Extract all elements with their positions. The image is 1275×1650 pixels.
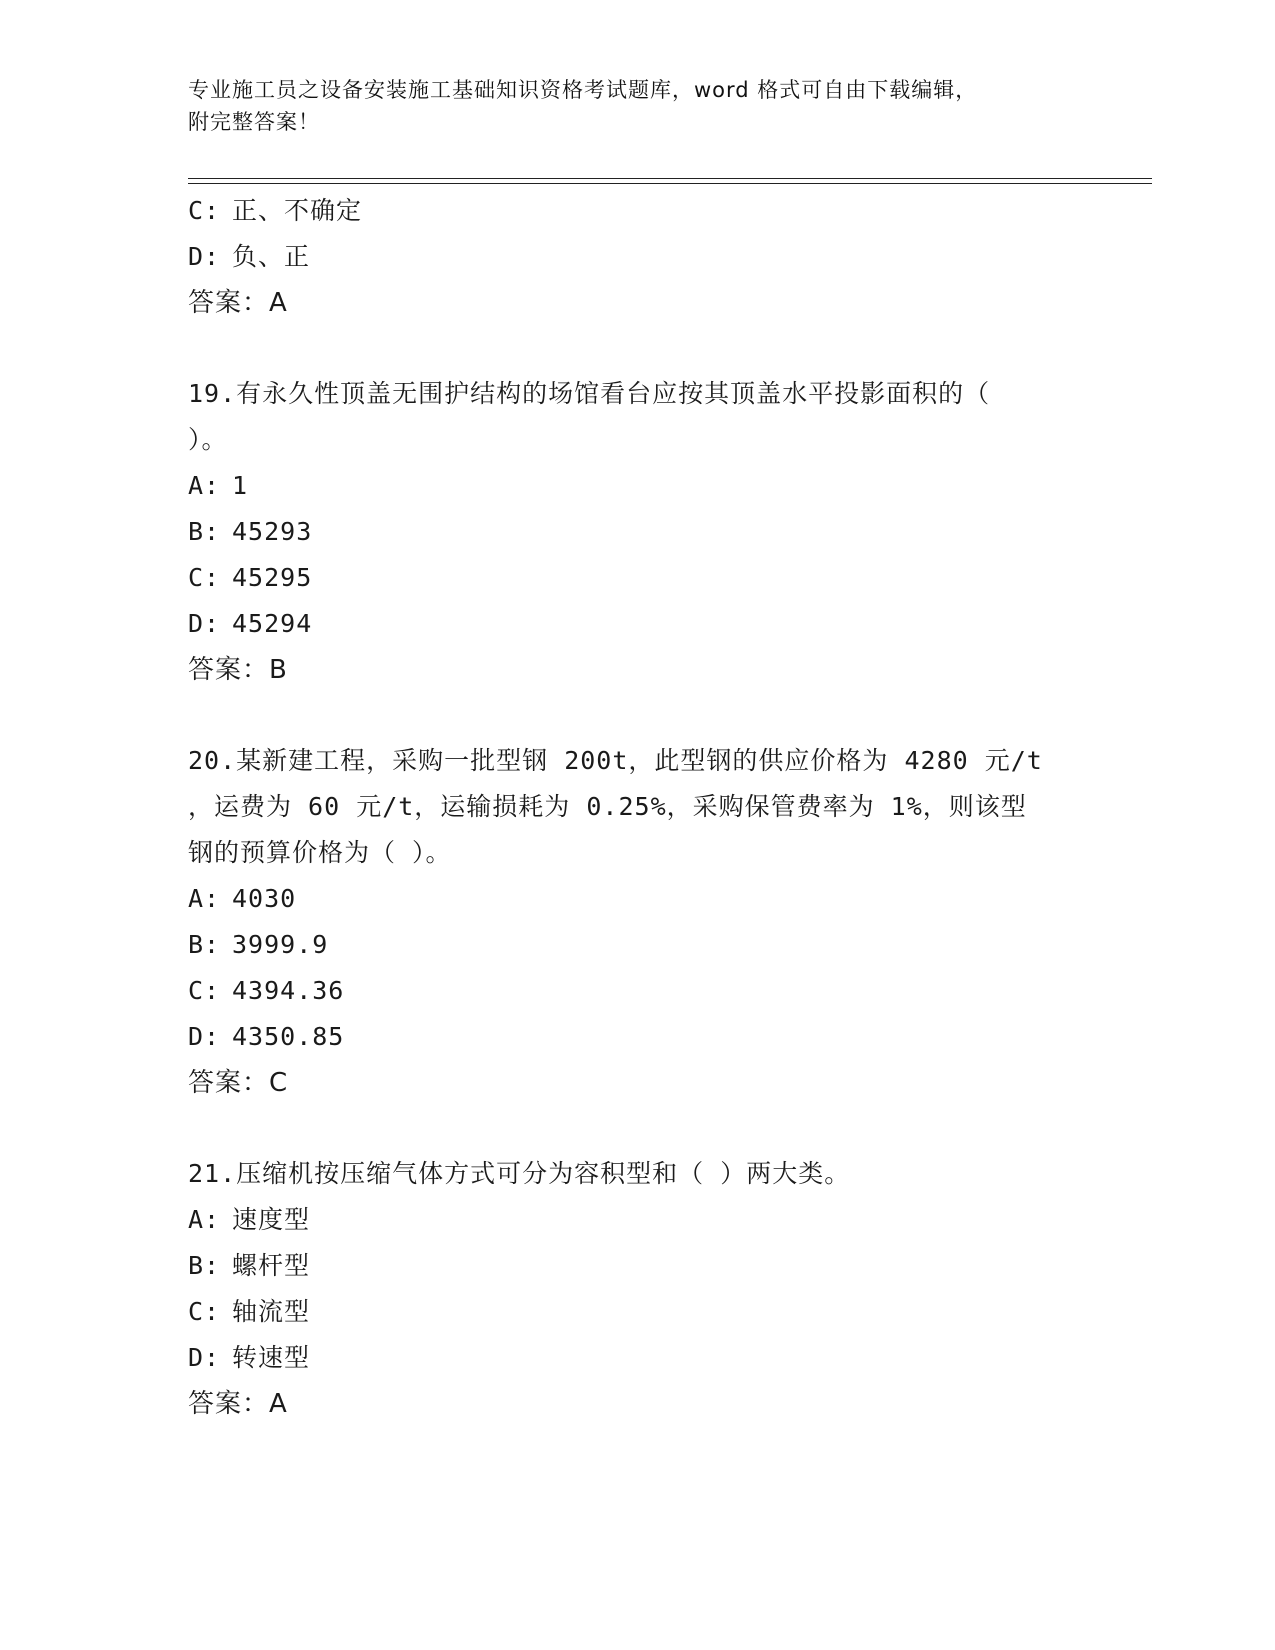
option-label: D: bbox=[188, 1343, 221, 1372]
question-list bbox=[188, 188, 1108, 1427]
question-20 bbox=[188, 738, 1108, 1106]
option-d bbox=[188, 234, 1108, 280]
option-c bbox=[188, 1289, 1108, 1335]
option-label: B: bbox=[188, 517, 221, 546]
option-label: A: bbox=[188, 884, 221, 913]
option-a bbox=[188, 463, 1108, 509]
header-divider-top bbox=[188, 178, 1152, 179]
question-stem-line: 钢的预算价格为（ ）。 bbox=[188, 838, 452, 867]
option-b bbox=[188, 922, 1108, 968]
question-stem-line: ）。 bbox=[188, 425, 228, 454]
option-text: 转速型 bbox=[232, 1343, 311, 1372]
option-label: C: bbox=[188, 1297, 221, 1326]
question-stem-line: 21.压缩机按压缩气体方式可分为容积型和（ ）两大类。 bbox=[188, 1159, 851, 1188]
option-label: C: bbox=[188, 563, 221, 592]
question-stem-line: 19.有永久性顶盖无围护结构的场馆看台应按其顶盖水平投影面积的（ bbox=[188, 379, 991, 408]
question-18-continued bbox=[188, 188, 1108, 326]
option-text: 45293 bbox=[232, 517, 313, 546]
option-c bbox=[188, 968, 1108, 1014]
answer: 答案：A bbox=[188, 288, 288, 318]
option-a bbox=[188, 1197, 1108, 1243]
header-divider-bottom bbox=[188, 183, 1152, 184]
option-label: A: bbox=[188, 1205, 221, 1234]
option-label: B: bbox=[188, 930, 221, 959]
option-a bbox=[188, 876, 1108, 922]
option-c bbox=[188, 188, 1108, 234]
option-d bbox=[188, 1014, 1108, 1060]
question-19 bbox=[188, 371, 1108, 693]
option-label: D: bbox=[188, 242, 221, 271]
option-label: C: bbox=[188, 976, 221, 1005]
question-stem-line: ，运费为 60 元/t，运输损耗为 0.25%，采购保管费率为 1%，则该型 bbox=[188, 792, 1027, 821]
option-text: 轴流型 bbox=[232, 1297, 311, 1326]
option-b bbox=[188, 1243, 1108, 1289]
option-text: 螺杆型 bbox=[232, 1251, 311, 1280]
option-c bbox=[188, 555, 1108, 601]
option-d bbox=[188, 601, 1108, 647]
option-text: 4350.85 bbox=[232, 1022, 345, 1051]
option-label: C: bbox=[188, 196, 221, 225]
answer: 答案：C bbox=[188, 1068, 289, 1098]
option-text: 45295 bbox=[232, 563, 313, 592]
option-d bbox=[188, 1335, 1108, 1381]
answer: 答案：B bbox=[188, 655, 288, 685]
option-label: D: bbox=[188, 1022, 221, 1051]
question-21 bbox=[188, 1151, 1108, 1427]
option-text: 3999.9 bbox=[232, 930, 329, 959]
header-line-2: 附完整答案！ bbox=[188, 110, 320, 134]
option-text: 1 bbox=[232, 471, 249, 500]
option-text: 4394.36 bbox=[232, 976, 345, 1005]
page-header bbox=[188, 74, 1068, 138]
header-line-1: 专业施工员之设备安装施工基础知识资格考试题库，word 格式可自由下载编辑， bbox=[188, 78, 978, 102]
answer: 答案：A bbox=[188, 1389, 288, 1419]
question-stem-line: 20.某新建工程，采购一批型钢 200t，此型钢的供应价格为 4280 元/t bbox=[188, 746, 1043, 775]
option-label: A: bbox=[188, 471, 221, 500]
option-text: 4030 bbox=[232, 884, 297, 913]
option-text: 45294 bbox=[232, 609, 313, 638]
option-b bbox=[188, 509, 1108, 555]
option-label: B: bbox=[188, 1251, 221, 1280]
option-label: D: bbox=[188, 609, 221, 638]
option-text: 负、正 bbox=[232, 242, 311, 271]
option-text: 正、不确定 bbox=[232, 196, 363, 225]
option-text: 速度型 bbox=[232, 1205, 311, 1234]
